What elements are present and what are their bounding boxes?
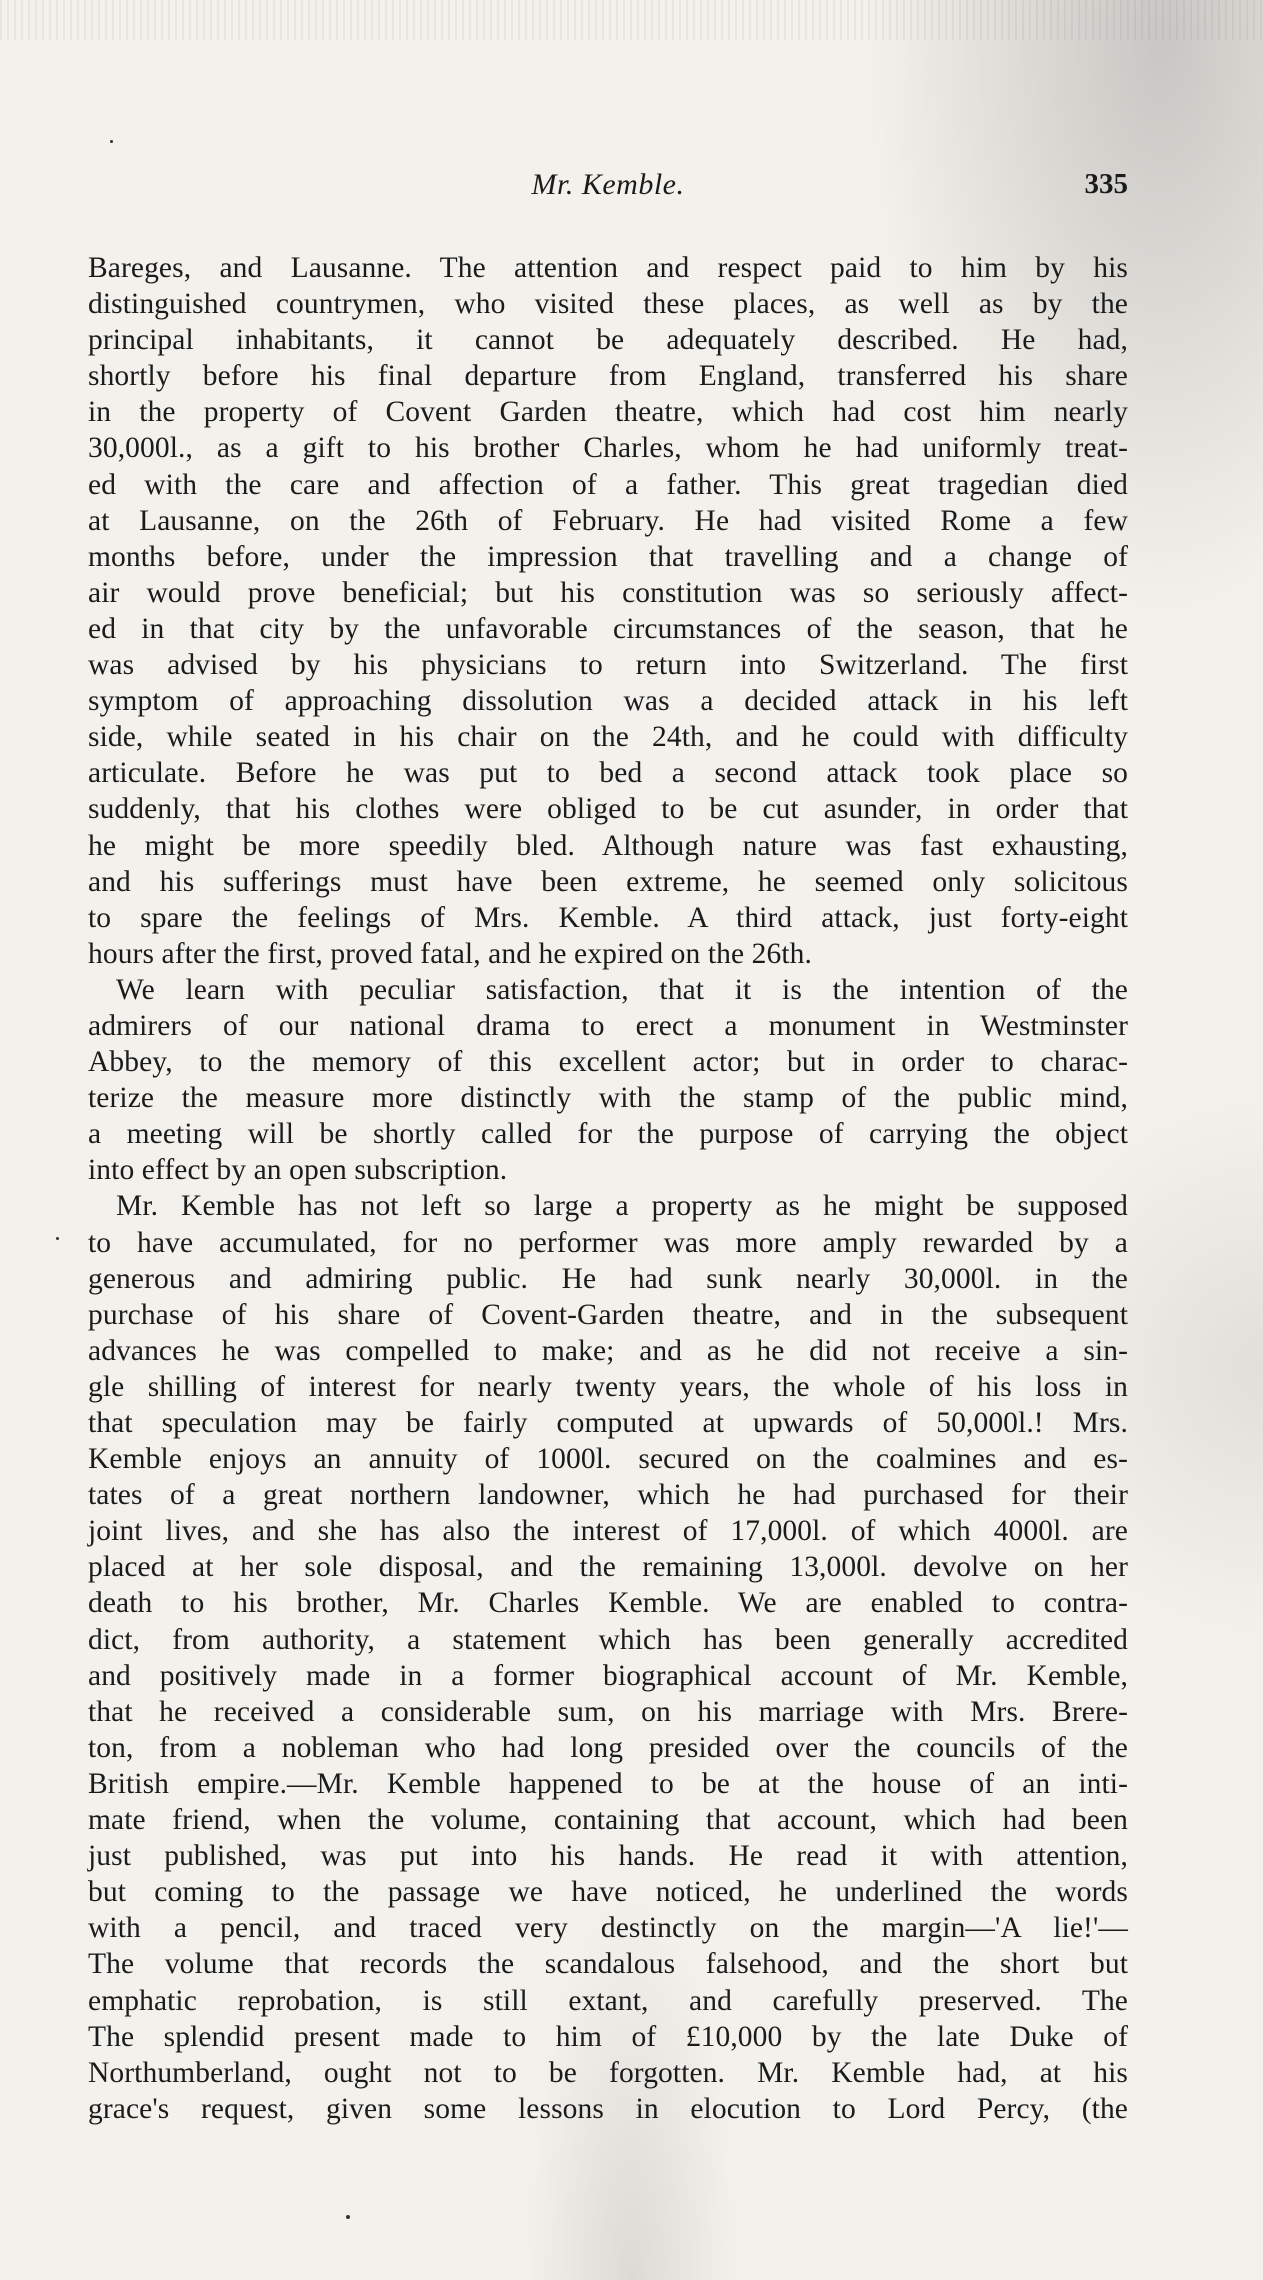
text-line: placed at her sole disposal, and the remaining 13,000l. devolve on her [88,1551,1128,1584]
text-line: at Lausanne, on the 26th of February. He had visited Rome a few [88,504,1128,537]
text-line: British empire.—Mr. Kemble happened to be at the house of an inti- [88,1767,1128,1800]
text-line: that he received a considerable sum, on his marriage with Mrs. Brere- [88,1695,1128,1728]
text-line: The volume that records the scandalous falsehood, and the short but [88,1948,1128,1981]
text-line: a meeting will be shortly called for the purpose of carrying the object [88,1118,1128,1151]
text-line: side, while seated in his chair on the 24th, and he could with difficulty [88,721,1128,754]
text-line: suddenly, that his clothes were obliged to be cut asunder, in order that [88,793,1128,826]
text-line: but coming to the passage we have noticed, he underlined the words [88,1876,1128,1909]
running-head: Mr. Kemble. [531,168,685,201]
text-line: to spare the feelings of Mrs. Kemble. A third attack, just forty-eight [88,901,1128,934]
ink-speck [346,2215,350,2219]
text-line: shortly before his final departure from England, transferred his share [88,360,1128,393]
text-line: to have accumulated, for no performer was more amply rewarded by a [88,1226,1128,1259]
text-line: 30,000l., as a gift to his brother Charles, whom he had uniformly treat- [88,432,1128,465]
text-line: gle shilling of interest for nearly twenty years, the whole of his loss in [88,1370,1128,1403]
page-number: 335 [1084,168,1128,200]
text-line: he might be more speedily bled. Although nature was fast exhausting, [88,829,1128,862]
text-line: tates of a great northern landowner, which he had purchased for their [88,1479,1128,1512]
text-line: in the property of Covent Garden theatre, which had cost him nearly [88,396,1128,429]
text-line: articulate. Before he was put to bed a second attack took place so [88,757,1128,790]
text-line: months before, under the impression that travelling and a change of [88,540,1128,573]
text-line: and his sufferings must have been extreme, he seemed only solicitous [88,865,1128,898]
text-line: ed with the care and affection of a father. This great tragedian died [88,468,1128,501]
paragraph-start-line: Mr. Kemble has not left so large a property as he might be supposed [116,1190,1128,1223]
text-line: Northumberland, ought not to be forgotten. Mr. Kemble had, at his [88,2056,1128,2089]
text-line: joint lives, and she has also the interest of 17,000l. of which 4000l. are [88,1515,1128,1548]
text-line: generous and admiring public. He had sunk nearly 30,000l. in the [88,1262,1128,1295]
text-line: air would prove beneficial; but his constitution was so seriously affect- [88,576,1128,609]
paragraph-start-line: We learn with peculiar satisfaction, that it is the intention of the [116,973,1128,1006]
text-line: and positively made in a former biographical account of Mr. Kemble, [88,1659,1128,1692]
text-line: distinguished countrymen, who visited these places, as well as by the [88,288,1128,321]
text-line: Bareges, and Lausanne. The attention and respect paid to him by his [88,252,1128,284]
text-line: principal inhabitants, it cannot be adequately described. He had, [88,324,1128,357]
text-line: symptom of approaching dissolution was a decided attack in his left [88,685,1128,718]
text-line: Kemble enjoys an annuity of 1000l. secured on the coalmines and es- [88,1443,1128,1476]
text-line: terize the measure more distinctly with the stamp of the public mind, [88,1082,1128,1115]
text-line: ed in that city by the unfavorable circumstances of the season, that he [88,612,1128,645]
text-line: emphatic reprobation, is still extant, and carefully preserved. The [88,1984,1128,2017]
text-line: grace's request, given some lessons in elocution to Lord Percy, (the [88,2092,1128,2125]
scan-edge-noise [0,0,1263,40]
text-line: mate friend, when the volume, containing that account, which had been [88,1804,1128,1837]
text-line: Abbey, to the memory of this excellent actor; but in order to charac- [88,1046,1128,1079]
text-line: purchase of his share of Covent-Garden theatre, and in the subsequent [88,1298,1128,1331]
text-line: with a pencil, and traced very destinctly on the margin—'A lie!'— [88,1912,1128,1945]
text-line: was advised by his physicians to return into Switzerland. The first [88,649,1128,682]
page-header [88,160,1128,210]
ink-speck [110,140,113,143]
text-line: The splendid present made to him of £10,000 by the late Duke of [88,2020,1128,2053]
text-line: admirers of our national drama to erect a monument in Westminster [88,1009,1128,1042]
text-line: that speculation may be fairly computed at upwards of 50,000l.! Mrs. [88,1407,1128,1439]
text-line: ton, from a nobleman who had long presided over the councils of the [88,1731,1128,1764]
text-line: advances he was compelled to make; and as he did not receive a sin- [88,1334,1128,1367]
paragraph-end-line: hours after the first, proved fatal, and he expired on the 26th. [88,937,812,970]
paragraph-end-line: into effect by an open subscription. [88,1154,508,1187]
text-line: dict, from authority, a statement which has been generally accredited [88,1623,1128,1656]
ink-speck [56,1237,59,1240]
body-text [88,250,1128,2127]
text-line: death to his brother, Mr. Charles Kemble. We are enabled to contra- [88,1587,1128,1620]
text-line: just published, was put into his hands. He read it with attention, [88,1840,1128,1873]
